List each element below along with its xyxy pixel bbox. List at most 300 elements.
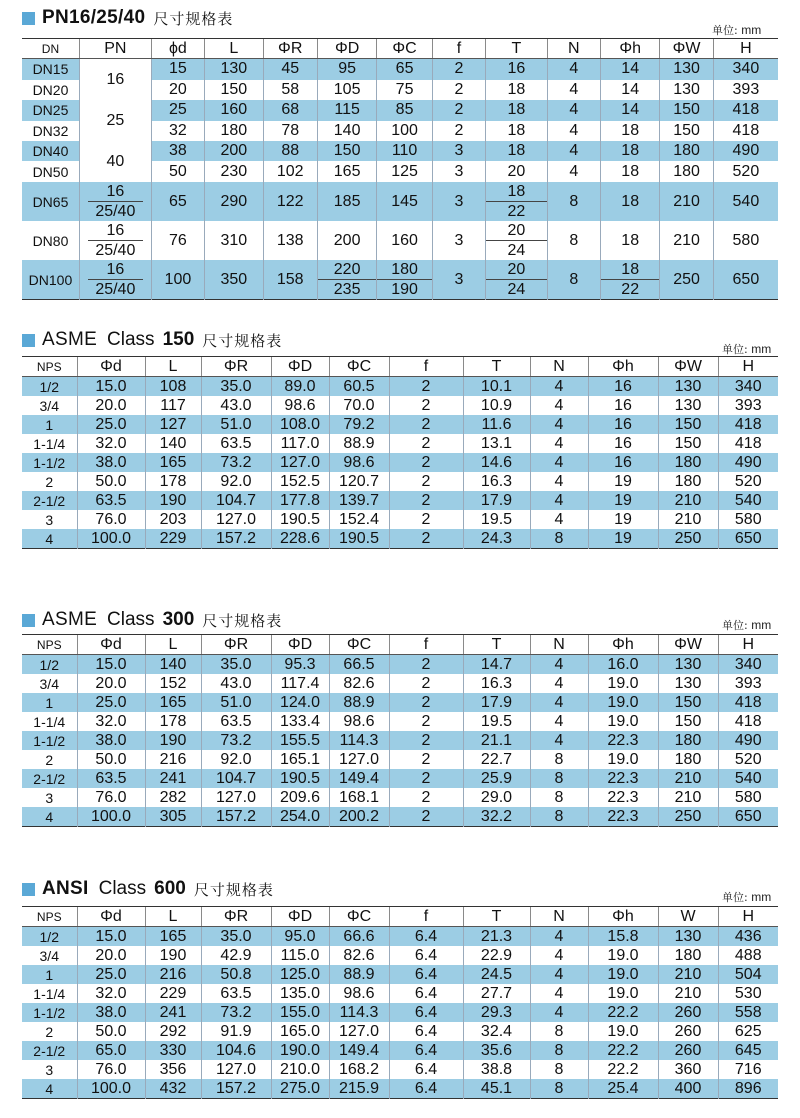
cell-f: 2 [389, 377, 463, 397]
cell-r: 78 [263, 121, 317, 141]
cell-d: 140 [317, 121, 376, 141]
cell-d: 105 [317, 80, 376, 100]
cell-t: 45.1 [463, 1079, 530, 1099]
cell-nps: 1 [22, 415, 77, 434]
cell-d: 115 [317, 100, 376, 120]
cell-phi-h: 19 [588, 491, 658, 510]
cell-t: 29.0 [463, 788, 530, 807]
ansi600-title-text: ANSI [42, 878, 89, 899]
cell-phi-d: 155.0 [271, 1003, 329, 1022]
cell-nps: 2-1/2 [22, 491, 77, 510]
cell-nps: 2-1/2 [22, 1041, 77, 1060]
cell-n: 8 [530, 1041, 588, 1060]
col-header-t: T [463, 357, 530, 377]
col-header-l: L [145, 907, 201, 927]
cell-phi-r: 63.5 [201, 434, 271, 453]
cell-phi-d: 20.0 [77, 674, 145, 693]
cell-f: 2 [389, 693, 463, 712]
cell-f: 2 [432, 100, 485, 120]
cell-phi-d: 254.0 [271, 807, 329, 827]
cell-nps: 2-1/2 [22, 769, 77, 788]
cell-phi-d: 117.0 [271, 434, 329, 453]
cell-h: 625 [718, 1022, 778, 1041]
cell-h: 18 [600, 141, 659, 161]
cell-phi-d: 65.0 [77, 1041, 145, 1060]
cell-t: 17.9 [463, 491, 530, 510]
cell-phi-c: 88.9 [329, 693, 389, 712]
cell-h: 580 [713, 221, 778, 260]
cell-nps: 1-1/4 [22, 984, 77, 1003]
cell-l: 152 [145, 674, 201, 693]
col-header-l: L [145, 635, 201, 655]
cell-nps: 1-1/4 [22, 712, 77, 731]
cell-nps: 1/2 [22, 655, 77, 675]
cell-phi-h: 19.0 [588, 712, 658, 731]
cell-f: 2 [389, 472, 463, 491]
cell-phi-h: 19.0 [588, 693, 658, 712]
cell-phi-c: 139.7 [329, 491, 389, 510]
cell-n: 4 [530, 674, 588, 693]
cell-f: 3 [432, 161, 485, 182]
cell-n: 4 [530, 731, 588, 750]
cell-t: 16.3 [463, 472, 530, 491]
cell-t: 24.5 [463, 965, 530, 984]
cell-phi-r: 73.2 [201, 453, 271, 472]
cell-w: 150 [660, 121, 713, 141]
cell-phi-d: 32.0 [77, 984, 145, 1003]
cell-pn-split [79, 221, 151, 260]
cell-phi-r: 127.0 [201, 1060, 271, 1079]
cell-h: 520 [718, 750, 778, 769]
cell-t: 35.6 [463, 1041, 530, 1060]
ansi600-header-row [22, 907, 778, 927]
cell-n: 4 [530, 510, 588, 529]
table-row [22, 946, 778, 965]
cell-n: 4 [530, 984, 588, 1003]
unit-value: mm [741, 23, 762, 37]
cell-phi-c: 88.9 [329, 434, 389, 453]
cell-w: 180 [658, 946, 718, 965]
cell-l: 178 [145, 712, 201, 731]
cell-n: 4 [547, 59, 600, 80]
col-header-t: T [463, 635, 530, 655]
cell-f: 2 [432, 121, 485, 141]
cell-r: 122 [263, 182, 317, 221]
split-bottom: 22 [507, 202, 526, 220]
table-row [22, 731, 778, 750]
cell-d: 165 [317, 161, 376, 182]
col-header-phi-w: ΦW [660, 39, 713, 59]
cell-f: 6.4 [389, 984, 463, 1003]
cell-phi-d: 25.0 [77, 415, 145, 434]
cell-nps: 3/4 [22, 946, 77, 965]
cell-nps: 1-1/2 [22, 731, 77, 750]
cell-h: 490 [718, 453, 778, 472]
table-row [22, 377, 778, 397]
cell-nps: 1 [22, 965, 77, 984]
col-header-f: f [432, 39, 485, 59]
cell-c: 65 [377, 59, 432, 80]
cell-phi-c: 66.5 [329, 655, 389, 675]
cell-h: 716 [718, 1060, 778, 1079]
unit-value: mm [751, 618, 772, 632]
cell-c: 85 [377, 100, 432, 120]
pn-header-row [22, 39, 778, 59]
cell-n: 4 [547, 161, 600, 182]
cell-phi-d: 108.0 [271, 415, 329, 434]
title-marker-icon [22, 12, 35, 25]
cell-phi-h: 19 [588, 510, 658, 529]
cell-t: 29.3 [463, 1003, 530, 1022]
asme150-title-suffix: 尺寸规格表 [202, 331, 283, 350]
cell-nps: 4 [22, 807, 77, 827]
cell-phi-h: 19.0 [588, 750, 658, 769]
table-row [22, 1041, 778, 1060]
cell-phi-r: 91.9 [201, 1022, 271, 1041]
cell-phi-w: 150 [658, 434, 718, 453]
cell-phi-w: 210 [658, 769, 718, 788]
cell-phi-r: 104.7 [201, 491, 271, 510]
cell-n: 8 [547, 221, 600, 260]
ansi600-spec-table [22, 906, 778, 1099]
asme300-title-text: ASME [42, 609, 98, 630]
asme150-spec-table [22, 356, 778, 549]
cell-d: 20 [151, 80, 204, 100]
col-header-phi-h: Φh [588, 907, 658, 927]
cell-l: 165 [145, 453, 201, 472]
split-cell-wrap [486, 182, 547, 221]
cell-f: 2 [389, 415, 463, 434]
cell-l: 241 [145, 1003, 201, 1022]
cell-phi-d: 228.6 [271, 529, 329, 549]
cell-nps: 4 [22, 1079, 77, 1099]
cell-dn: DN15 [22, 59, 79, 80]
cell-nps: 3 [22, 788, 77, 807]
cell-phi-d: 190.5 [271, 769, 329, 788]
cell-t: 19.5 [463, 510, 530, 529]
col-header-h: H [718, 635, 778, 655]
cell-phi-r: 51.0 [201, 415, 271, 434]
table-row [22, 1079, 778, 1099]
pn-value: 25 [106, 112, 125, 129]
cell-phi-c: 79.2 [329, 415, 389, 434]
cell-phi-d: 95.0 [271, 927, 329, 947]
cell-phi-d: 76.0 [77, 1060, 145, 1079]
cell-phi-h: 22.2 [588, 1060, 658, 1079]
cell-t: 14.6 [463, 453, 530, 472]
cell-f: 6.4 [389, 1022, 463, 1041]
cell-f: 2 [432, 80, 485, 100]
cell-f: 2 [389, 510, 463, 529]
cell-phi-c: 98.6 [329, 453, 389, 472]
cell-t: 14.7 [463, 655, 530, 675]
col-header-h: H [718, 357, 778, 377]
cell-h: 540 [718, 491, 778, 510]
cell-phi-w: 130 [658, 655, 718, 675]
cell-w: 210 [658, 984, 718, 1003]
unit-label: 单位: [722, 343, 748, 356]
table-row [22, 453, 778, 472]
cell-h: 558 [718, 1003, 778, 1022]
cell-phi-d: 25.0 [77, 965, 145, 984]
cell-d: 150 [317, 141, 376, 161]
table-row [22, 788, 778, 807]
col-header-phi-d: ΦD [271, 635, 329, 655]
cell-dn: DN40 [22, 141, 79, 161]
split-top: 20 [486, 260, 547, 280]
cell-phi-c: 215.9 [329, 1079, 389, 1099]
cell-f: 3 [432, 260, 485, 300]
cell-f: 3 [432, 182, 485, 221]
cell-phi-w: 180 [658, 453, 718, 472]
cell-t: 20 [486, 161, 548, 182]
cell-h: 650 [718, 807, 778, 827]
cell-phi-d: 124.0 [271, 693, 329, 712]
cell-n: 4 [530, 965, 588, 984]
split-cell-wrap [601, 260, 659, 299]
asme300-title [22, 608, 282, 632]
pn-bottom: 25/40 [95, 280, 136, 298]
cell-dn: DN100 [22, 260, 79, 300]
cell-r: 102 [263, 161, 317, 182]
cell-phi-d: 125.0 [271, 965, 329, 984]
cell-nps: 3/4 [22, 396, 77, 415]
cell-l: 230 [205, 161, 263, 182]
cell-phi-r: 51.0 [201, 693, 271, 712]
col-header-phi-r: ΦR [201, 357, 271, 377]
cell-l: 160 [205, 100, 263, 120]
cell-phi-d: 115.0 [271, 946, 329, 965]
cell-phi-c: 114.3 [329, 731, 389, 750]
cell-f: 6.4 [389, 1041, 463, 1060]
cell-phi-d: 38.0 [77, 1003, 145, 1022]
cell-l: 140 [145, 655, 201, 675]
cell-n: 4 [530, 1003, 588, 1022]
pn-spec-table [22, 38, 778, 300]
cell-n: 4 [530, 712, 588, 731]
cell-h: 504 [718, 965, 778, 984]
cell-l: 216 [145, 965, 201, 984]
cell-phi-w: 210 [658, 491, 718, 510]
cell-c [377, 260, 432, 300]
unit-label: 单位: [722, 619, 748, 632]
cell-l: 127 [145, 415, 201, 434]
cell-n: 4 [530, 472, 588, 491]
cell-phi-h: 16 [588, 434, 658, 453]
cell-w: 210 [660, 221, 713, 260]
cell-h: 393 [713, 80, 778, 100]
cell-phi-d: 15.0 [77, 655, 145, 675]
cell-phi-c: 98.6 [329, 712, 389, 731]
cell-phi-d: 190.0 [271, 1041, 329, 1060]
cell-phi-r: 92.0 [201, 472, 271, 491]
cell-phi-c: 200.2 [329, 807, 389, 827]
cell-phi-d: 38.0 [77, 731, 145, 750]
pn-title-suffix: 尺寸规格表 [153, 9, 234, 28]
table-row [22, 182, 778, 221]
cell-nps: 3 [22, 1060, 77, 1079]
cell-n: 4 [547, 100, 600, 120]
table-row [22, 415, 778, 434]
cell-phi-r: 92.0 [201, 750, 271, 769]
cell-r: 68 [263, 100, 317, 120]
cell-phi-d: 117.4 [271, 674, 329, 693]
cell-n: 4 [530, 396, 588, 415]
cell-h: 418 [718, 434, 778, 453]
cell-l: 229 [145, 529, 201, 549]
table-row [22, 693, 778, 712]
cell-phi-d: 100.0 [77, 1079, 145, 1099]
col-header-n: N [530, 635, 588, 655]
cell-phi-d: 209.6 [271, 788, 329, 807]
cell-phi-h: 19 [588, 472, 658, 491]
cell-h: 896 [718, 1079, 778, 1099]
cell-phi-r: 157.2 [201, 807, 271, 827]
cell-phi-c: 127.0 [329, 750, 389, 769]
cell-l: 203 [145, 510, 201, 529]
cell-pn-split [79, 260, 151, 300]
cell-nps: 2 [22, 750, 77, 769]
col-header-dn: DN [22, 39, 79, 59]
col-header-w: W [658, 907, 718, 927]
cell-l: 356 [145, 1060, 201, 1079]
cell-d: 100 [151, 260, 204, 300]
cell-t: 16.3 [463, 674, 530, 693]
cell-phi-w: 210 [658, 788, 718, 807]
cell-phi-d: 165.0 [271, 1022, 329, 1041]
cell-dn: DN50 [22, 161, 79, 182]
cell-phi-h: 16 [588, 396, 658, 415]
cell-h: 488 [718, 946, 778, 965]
cell-phi-h: 25.4 [588, 1079, 658, 1099]
cell-phi-h: 19.0 [588, 984, 658, 1003]
cell-l: 178 [145, 472, 201, 491]
cell-phi-h: 22.3 [588, 807, 658, 827]
cell-f: 2 [389, 788, 463, 807]
cell-t: 18 [486, 80, 548, 100]
cell-h: 490 [718, 731, 778, 750]
ansi600-title [22, 877, 274, 901]
cell-c: 100 [377, 121, 432, 141]
table-row [22, 1022, 778, 1041]
asme300-title-suffix: 尺寸规格表 [202, 611, 283, 630]
cell-phi-r: 63.5 [201, 984, 271, 1003]
col-header-f: f [389, 907, 463, 927]
cell-phi-d: 210.0 [271, 1060, 329, 1079]
cell-r: 158 [263, 260, 317, 300]
cell-phi-r: 35.0 [201, 655, 271, 675]
cell-l: 305 [145, 807, 201, 827]
cell-nps: 3 [22, 510, 77, 529]
cell-h: 418 [713, 100, 778, 120]
table-row [22, 712, 778, 731]
asme150-unit [722, 341, 771, 357]
split-bottom: 190 [391, 280, 418, 298]
cell-phi-d: 275.0 [271, 1079, 329, 1099]
ansi600-unit [722, 889, 771, 905]
col-header-phi-c: ΦC [329, 907, 389, 927]
cell-l: 165 [145, 693, 201, 712]
cell-t [486, 260, 548, 300]
cell-phi-c: 120.7 [329, 472, 389, 491]
table-row [22, 807, 778, 827]
cell-n: 4 [530, 377, 588, 397]
cell-h: 14 [600, 100, 659, 120]
asme150-title-class: Class [107, 329, 155, 350]
col-header-nps: NPS [22, 907, 77, 927]
cell-phi-h: 19.0 [588, 965, 658, 984]
cell-l: 190 [145, 731, 201, 750]
cell-phi-d: 15.0 [77, 377, 145, 397]
pn-split-wrap [80, 182, 151, 221]
cell-phi-h: 19.0 [588, 674, 658, 693]
cell-h: 540 [718, 769, 778, 788]
cell-t: 13.1 [463, 434, 530, 453]
cell-phi-h: 22.3 [588, 769, 658, 788]
cell-t [486, 221, 548, 260]
cell-h [600, 260, 659, 300]
cell-pn-merged [79, 59, 151, 183]
cell-phi-r: 35.0 [201, 377, 271, 397]
col-header-phi-r: ΦR [201, 907, 271, 927]
cell-l: 117 [145, 396, 201, 415]
col-header-n: N [547, 39, 600, 59]
col-header-phi-d: ΦD [271, 357, 329, 377]
col-header-l: L [145, 357, 201, 377]
cell-w: 130 [658, 927, 718, 947]
cell-phi-h: 22.3 [588, 788, 658, 807]
col-header-t: T [486, 39, 548, 59]
cell-n: 4 [547, 80, 600, 100]
asme150-title-text: ASME [42, 329, 98, 350]
split-bottom: 22 [621, 280, 640, 298]
cell-f: 2 [389, 529, 463, 549]
cell-phi-r: 43.0 [201, 674, 271, 693]
cell-h: 18 [600, 221, 659, 260]
cell-phi-c: 114.3 [329, 1003, 389, 1022]
cell-phi-h: 16 [588, 377, 658, 397]
cell-d: 200 [317, 221, 376, 260]
cell-n: 8 [530, 788, 588, 807]
cell-nps: 4 [22, 529, 77, 549]
cell-phi-c: 149.4 [329, 1041, 389, 1060]
unit-value: mm [751, 342, 772, 356]
cell-t: 11.6 [463, 415, 530, 434]
cell-l: 310 [205, 221, 263, 260]
cell-c: 125 [377, 161, 432, 182]
cell-phi-d: 190.5 [271, 510, 329, 529]
cell-h: 393 [718, 396, 778, 415]
asme150-title-num: 150 [162, 329, 195, 350]
cell-h: 520 [713, 161, 778, 182]
table-row [22, 965, 778, 984]
cell-h: 650 [713, 260, 778, 300]
cell-t: 18 [486, 100, 548, 120]
cell-nps: 1-1/2 [22, 1003, 77, 1022]
cell-t: 27.7 [463, 984, 530, 1003]
cell-phi-r: 63.5 [201, 712, 271, 731]
cell-f: 2 [432, 59, 485, 80]
col-header-phi-d: Φd [77, 635, 145, 655]
cell-phi-d: 127.0 [271, 453, 329, 472]
cell-l: 241 [145, 769, 201, 788]
table-row [22, 260, 778, 300]
cell-d: 38 [151, 141, 204, 161]
col-header-phi-d: ϕd [151, 39, 204, 59]
cell-phi-w: 180 [658, 750, 718, 769]
table-row [22, 1060, 778, 1079]
cell-t: 17.9 [463, 693, 530, 712]
